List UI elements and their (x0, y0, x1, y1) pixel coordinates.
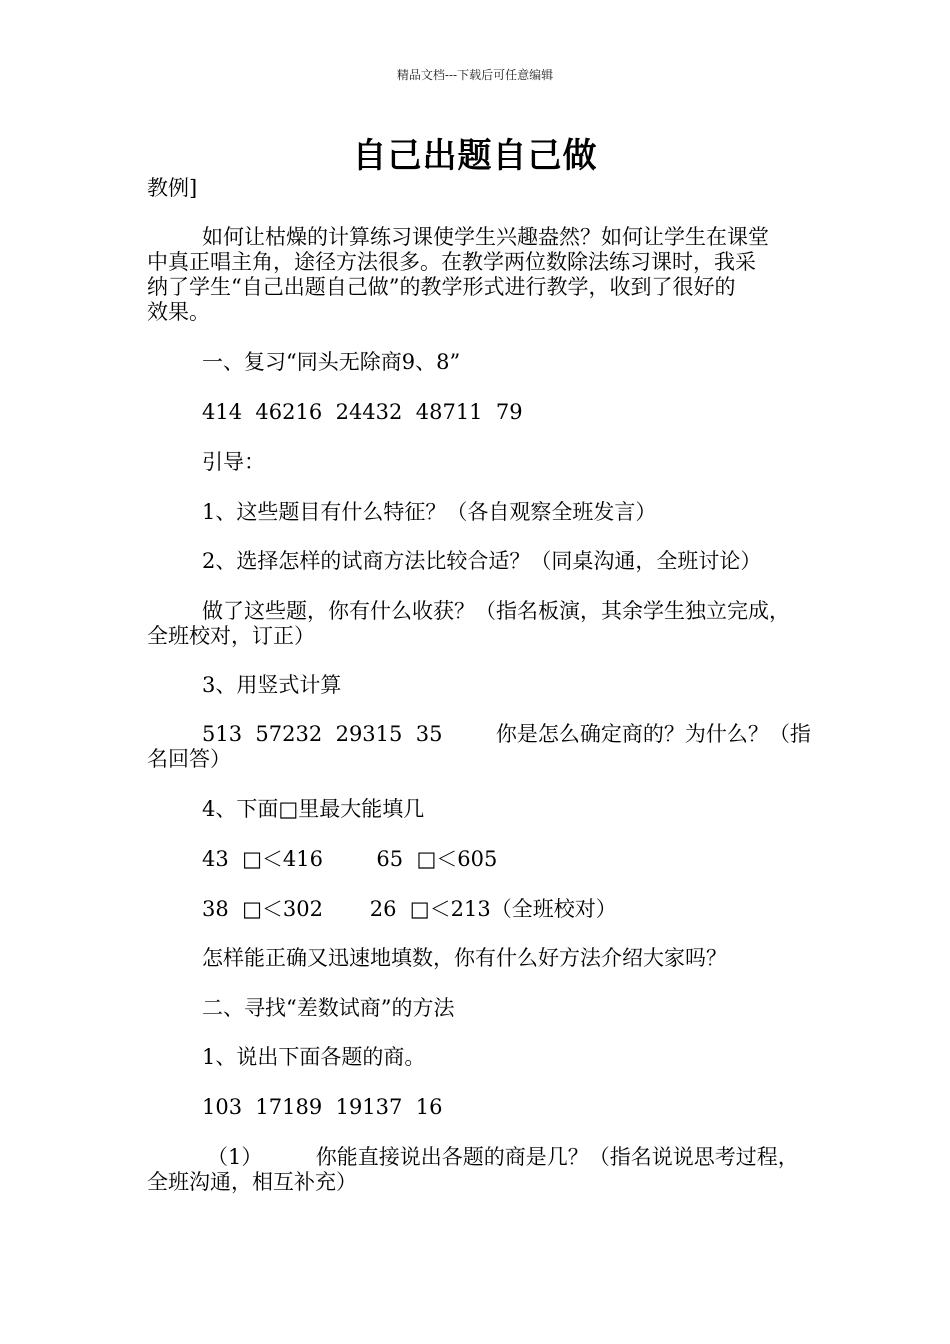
intro-line-3: 纳了学生“自己出题自己做”的教学形式进行教学，收到了很好的 (147, 275, 736, 299)
intro-line-2: 中真正唱主角，途径方法很多。在教学两位数除法练习课时，我采 (147, 250, 756, 274)
section1-question-2: 2、选择怎样的试商方法比较合适？（同桌沟通，全班讨论） (202, 549, 762, 573)
label-line: 教例] (147, 176, 198, 200)
header-note: 精品文档---下载后可任意编辑 (396, 68, 554, 82)
section1-fill-question: 怎样能正确又迅速地填数，你有什么好方法介绍大家吗？ (202, 946, 727, 970)
vertical-line-2: 名回答） (147, 747, 231, 771)
sub1-line-2: 全班沟通，相互补充） (147, 1170, 357, 1194)
section1-numbers: 414 46216 24432 48711 79 (202, 400, 523, 424)
section2-sub1-paragraph (147, 1145, 812, 1195)
section2-heading: 二、寻找“差数试商”的方法 (202, 996, 455, 1020)
section1-fill-2: 38 □＜302 26 □＜213（全班校对） (202, 897, 617, 921)
intro-line-4: 效果。 (147, 300, 210, 324)
gain-line-1: 做了这些题，你有什么收获？（指名板演，其余学生独立完成， (202, 599, 790, 623)
intro-paragraph (147, 225, 812, 325)
section1-heading: 一、复习“同头无除商9、8” (202, 350, 461, 374)
section1-guide: 引导： (202, 450, 265, 474)
section2-question-1: 1、说出下面各题的商。 (202, 1045, 426, 1069)
section1-fill-1: 43 □＜416 65 □＜605 (202, 847, 498, 871)
sub1-line-1: （1） 你能直接说出各题的商是几？（指名说说思考过程， (207, 1145, 799, 1169)
section2-numbers: 103 17189 19137 16 (202, 1095, 443, 1119)
intro-line-1: 如何让枯燥的计算练习课使学生兴趣盎然？如何让学生在课堂 (202, 225, 769, 249)
section1-question-1: 1、这些题目有什么特征？（各自观察全班发言） (202, 500, 657, 524)
section1-question-4: 4、下面□里最大能填几 (202, 797, 425, 821)
document-title: 自己出题自己做 (352, 136, 598, 176)
gain-line-2: 全班校对，订正） (147, 624, 315, 648)
section1-question-3: 3、用竖式计算 (202, 673, 342, 697)
section1-gain-paragraph (147, 599, 812, 649)
vertical-line-1: 513 57232 29315 35 你是怎么确定商的？为什么？（指 (202, 722, 811, 746)
section1-vertical-paragraph (147, 722, 812, 772)
